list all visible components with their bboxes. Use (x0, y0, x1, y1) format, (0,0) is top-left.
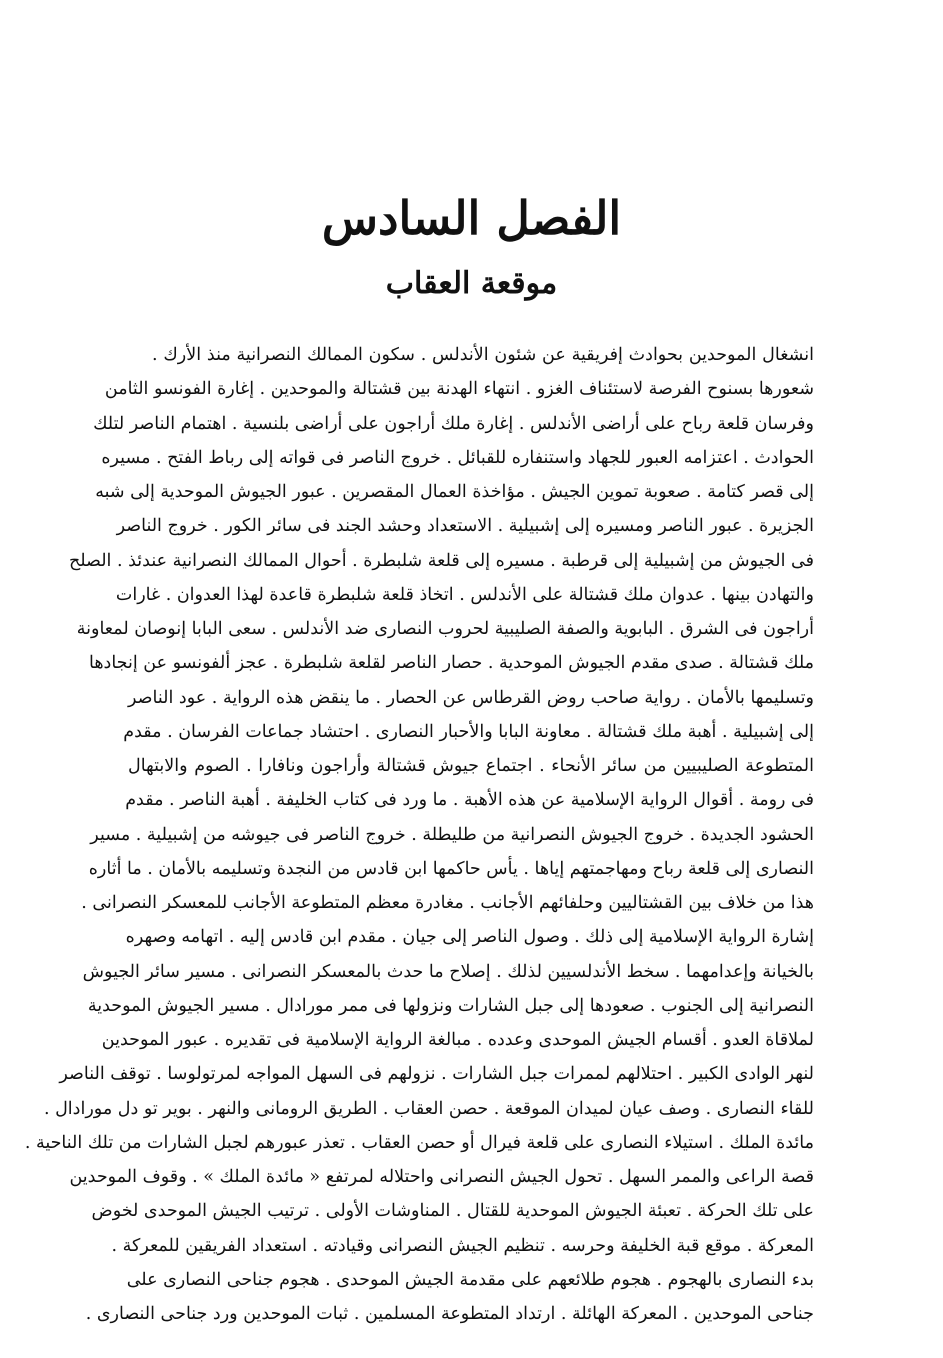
synopsis-line: المعركة . موقع قبة الخليفة وحرسه . تنظيم الجيش النصرانى وقيادته . استعداد الفريقين للمعركة . (111, 1235, 814, 1256)
synopsis-line: الحشود الجديدة . خروج الجيوش النصرانية من طليطلة . خروج الناصر فى جيوشه من إشبيلية . مسير (90, 824, 814, 845)
synopsis-line: على تلك الحركة . تعبئة الجيوش الموحدية للقتال . المناوشات الأولى . ترتيب الجيش الموحدى لخوض (91, 1201, 814, 1222)
synopsis-line: فى رومة . أقوال الرواية الإسلامية عن هذه الأهبة . ما ورد فى كتاب الخليفة . أهبة الناصر . مقدم (125, 790, 814, 811)
synopsis-line: فى الجيوش من إشبيلية إلى قرطبة . مسيره إلى قلعة شلبطرة . أحوال الممالك النصرانية عندئذ . الصلح (68, 550, 814, 571)
synopsis-line: انشغال الموحدين بحوادث إفريقية عن شئون الأندلس . سكون الممالك النصرانية منذ الأرك . (152, 345, 814, 365)
synopsis-line: قصة الراعى والممر السهل . تحول الجيش النصرانى واحتلاله لمرتفع « مائدة الملك » . وقوف الموحدين (69, 1167, 814, 1187)
synopsis-line: إلى قصر كتامة . صعوبة تموين الجيش . مؤاخذة العمال المقصرين . عبور الجيوش الموحدية إلى شبه (95, 482, 814, 502)
synopsis-line: بالخيانة وإعدامهما . سخط الأندلسيين لذلك . إصلاح ما حدث بالمعسكر النصرانى . مسير سائر الجيوش (82, 961, 814, 982)
synopsis-line: النصرانية إلى الجنوب . صعودها إلى جبل الشارات ونزولها فى ممر مورادال . مسير الجيوش الموحدية (87, 995, 814, 1016)
synopsis-line: والتهادن بينها . عدوان ملك قشتالة على الأندلس . اتخاذ قلعة شلبطرة قاعدة لهذا العدوان . غارات (115, 584, 814, 605)
synopsis-line: لنهر الوادى الكبير . احتلالهم لممرات جبل الشارات . نزولهم فى السهل المواجه لمرتولوسا . توقف الناصر (59, 1064, 814, 1085)
chapter-synopsis (24, 338, 814, 1331)
synopsis-line: للقاء النصارى . وصف عيان لميدان الموقعة . حصن العقاب . الطريق الرومانى والنهر . بوير تو دل مورادال . (43, 1098, 814, 1119)
synopsis-line: المتطوعة الصليبيين من سائر الأنحاء . اجتماع جيوش قشتالة وأراجون ونافارا . الصوم والابتهال (128, 756, 814, 776)
chapter-subtitle: موقعة العقاب (385, 266, 558, 301)
synopsis-line: جناحى الموحدين . المعركة الهائلة . ارتداد المتطوعة المسلمين . ثبات الموحدين ورد جناحى النصارى . (85, 1304, 814, 1324)
synopsis-line: مائدة الملك . استيلاء النصارى على قلعة فيرال أو حصن العقاب . تعذر عبورهم لجبل الشارات من تلك الناحية . (24, 1132, 814, 1153)
synopsis-line: ملك قشتالة . صدى مقدم الجيوش الموحدية . حصار الناصر لقلعة شلبطرة . عجز ألفونسو عن إنجادها (89, 653, 814, 674)
synopsis-line: النصارى إلى قلعة رباح ومهاجمتهم إياها . يأس حاكمها ابن قادس من النجدة وتسليمه بالأمان . ما أثاره (88, 858, 814, 879)
synopsis-line: الجزيرة . عبور الناصر ومسيره إلى إشبيلية . الاستعداد وحشد الجند فى سائر الكور . خروج الناصر (116, 516, 814, 537)
synopsis-line: لملاقاة العدو . أقسام الجيش الموحدى وعدده . مبالغة الرواية الإسلامية فى تقديره . عبور الموحدين (101, 1030, 814, 1050)
synopsis-line: إشارة الرواية الإسلامية إلى ذلك . وصول الناصر إلى جيان . مقدم ابن قادس إليه . اتهامه وصهره (125, 927, 814, 948)
synopsis-line: وتسليمها بالأمان . رواية صاحب روض القرطاس عن الحصار . ما ينقض هذه الرواية . عود الناصر (128, 687, 814, 708)
synopsis-line: أراجون فى الشرق . البابوية والصفة الصليبية لحروب النصارى ضد الأندلس . سعى البابا إنوصان لمعاونة (76, 619, 814, 639)
chapter-title: الفصل السادس (321, 191, 622, 245)
synopsis-line: وفرسان قلعة رباح على أراضى الأندلس . إغارة ملك أراجون على أراضى بلنسية . اهتمام الناصر لتلك (93, 413, 814, 434)
synopsis-line: الحوادث . اعتزامه العبور للجهاد واستنفاره للقبائل . خروج الناصر فى قواته إلى رباط الفتح . مسيره (101, 447, 814, 468)
synopsis-line: بدء النصارى بالهجوم . هجوم طلائعهم على مقدمة الجيش الموحدى . هجوم جناحى النصارى على (126, 1269, 814, 1290)
synopsis-line: شعورها بسنوح الفرصة لاستئناف الغزو . انتهاء الهدنة بين قشتالة والموحدين . إغارة الفونسو الثامن (104, 379, 814, 400)
synopsis-line: هذا من خلاف بين القشتاليين وحلفائهم الأجانب . مغادرة معظم المتطوعة الأجانب للمعسكر النصرانى . (81, 893, 814, 913)
synopsis-line: إلى إشبيلية . أهبة ملك قشتالة . معاونة البابا والأحبار النصارى . احتشاد جماعات الفرسان . مقدم (123, 721, 814, 742)
